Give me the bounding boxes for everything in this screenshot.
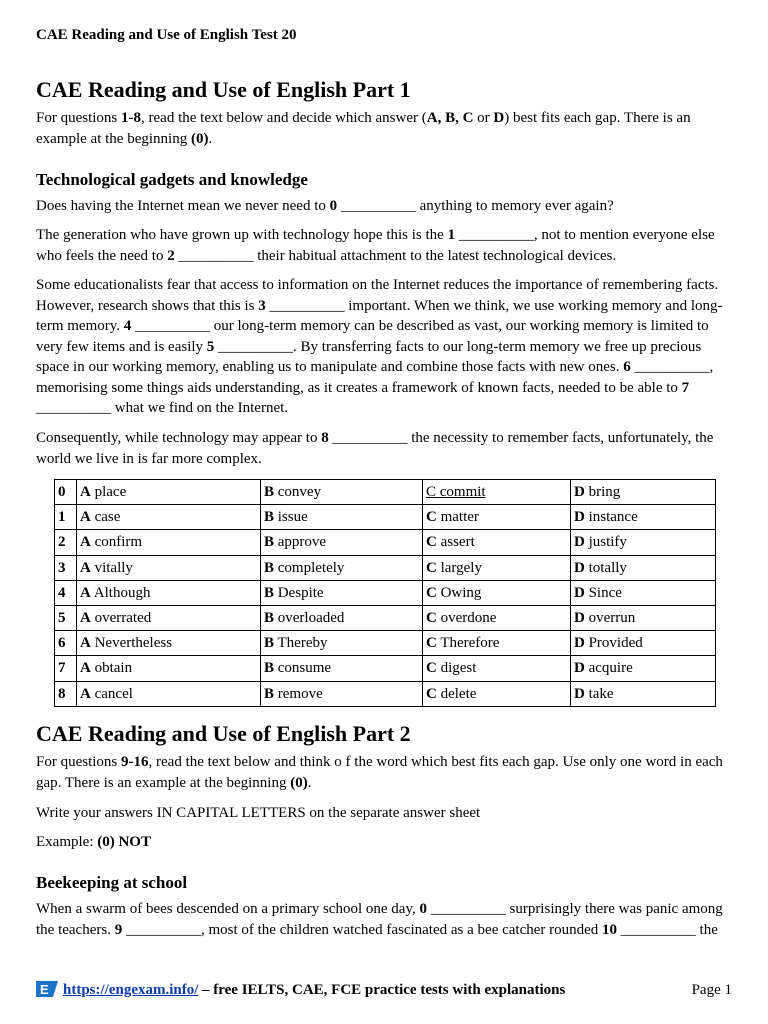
option-word: totally	[588, 559, 627, 576]
option-word: delete	[440, 685, 477, 702]
option-word: Nevertheless	[94, 635, 173, 652]
option-b	[261, 480, 423, 505]
option-b	[261, 555, 423, 580]
options-row	[55, 580, 716, 605]
option-b	[261, 656, 423, 681]
options-row	[55, 605, 716, 630]
option-letter: C	[426, 584, 437, 601]
options-row	[55, 530, 716, 555]
option-letter: D	[574, 660, 585, 677]
option-word: justify	[588, 534, 627, 551]
part1-paragraph-4: Consequently, while technology may appear to 8 __________ the necessity to remember facts, unfortunately, the world we live in is far more complex.	[36, 430, 714, 467]
option-a	[77, 605, 261, 630]
options-table	[54, 479, 716, 707]
option-word: Although	[93, 584, 151, 601]
options-row	[55, 480, 716, 505]
option-d	[571, 681, 716, 706]
option-letter: D	[574, 685, 585, 702]
option-b	[261, 631, 423, 656]
option-letter: D	[574, 584, 585, 601]
option-b	[261, 505, 423, 530]
option-d	[571, 555, 716, 580]
part1-text-title: Technological gadgets and knowledge	[36, 170, 308, 189]
option-letter: C	[426, 559, 437, 576]
option-word: consume	[277, 660, 332, 677]
option-letter: A	[80, 534, 91, 551]
svg-text:E: E	[40, 982, 49, 997]
option-letter: B	[264, 610, 275, 627]
part1-paragraph-2: The generation who have grown up with technology hope this is the 1 __________, not to mention everyone else who feels the need to 2 __________ their habitual attachment to the latest technological devices.	[36, 227, 715, 264]
option-letter: A	[80, 610, 91, 627]
option-word: place	[94, 484, 127, 501]
option-letter: A	[80, 635, 91, 652]
option-word: Thereby	[277, 635, 328, 652]
option-c	[423, 631, 571, 656]
option-a	[77, 656, 261, 681]
option-number: 3	[55, 555, 77, 580]
part2-title: CAE Reading and Use of English Part 2	[36, 721, 411, 746]
part2-paragraph-1: When a swarm of bees descended on a primary school one day, 0 __________ surprisingly there was panic among the teachers. 9 __________, most of the children watched fascinated as a bee catcher rounded 10 __________ the	[36, 901, 723, 938]
option-number: 7	[55, 656, 77, 681]
engexam-link[interactable]: https://engexam.info/	[63, 982, 199, 998]
option-letter: B	[264, 635, 275, 652]
option-c	[423, 555, 571, 580]
option-letter: A	[80, 660, 91, 677]
option-word: Owing	[440, 584, 482, 601]
option-letter: B	[264, 584, 275, 601]
option-c	[423, 605, 571, 630]
option-word: Provided	[588, 635, 643, 652]
option-d	[571, 530, 716, 555]
part1-instructions: For questions 1-8, read the text below and decide which answer (A, B, C or D) best fits each gap. There is an example at the beginning (0).	[36, 110, 691, 147]
option-d	[571, 656, 716, 681]
option-a	[77, 631, 261, 656]
options-row	[55, 631, 716, 656]
option-b	[261, 605, 423, 630]
option-letter: C	[426, 685, 437, 702]
option-word: acquire	[588, 660, 633, 677]
option-word: cancel	[94, 685, 133, 702]
doc-header: CAE Reading and Use of English Test 20	[36, 27, 297, 43]
option-letter: C	[426, 635, 437, 652]
option-a	[77, 530, 261, 555]
option-letter: A	[80, 584, 91, 601]
option-word: case	[94, 509, 121, 526]
option-word: overrated	[94, 610, 152, 627]
options-row	[55, 681, 716, 706]
option-letter: D	[574, 635, 585, 652]
part2-write-instruction: Write your answers IN CAPITAL LETTERS on the separate answer sheet	[36, 805, 481, 821]
option-d	[571, 580, 716, 605]
footer-tagline: – free IELTS, CAE, FCE practice tests with explanations	[202, 982, 566, 998]
option-letter: B	[264, 484, 275, 501]
option-word: assert	[440, 534, 475, 551]
footer	[36, 980, 732, 1000]
option-letter: D	[574, 484, 585, 501]
option-d	[571, 605, 716, 630]
option-letter: B	[264, 660, 275, 677]
options-row	[55, 555, 716, 580]
option-letter: C	[426, 610, 437, 627]
option-a	[77, 681, 261, 706]
page-number: Page 1	[691, 982, 732, 998]
option-letter: D	[574, 509, 585, 526]
option-a	[77, 580, 261, 605]
part1-paragraph-1: Does having the Internet mean we never need to 0 __________ anything to memory ever again?	[36, 198, 614, 214]
part1-title: CAE Reading and Use of English Part 1	[36, 77, 411, 102]
option-b	[261, 580, 423, 605]
option-word: overdone	[440, 610, 497, 627]
option-letter: C	[426, 660, 437, 677]
part1-paragraph-3: Some educationalists fear that access to information on the Internet reduces the importance of remembering facts. However, research shows that this is 3 __________ important. When we think, we use working memory and long-term memory. 4 __________ our long-term memory can be described as vast, our working memory is limited to very few items and is easily 5 __________. By transferring facts to our long-term memory we free up precious space in our working memory, enabling us to manipulate and combine those facts with new ones. 6 __________, memorising some things aids understanding, as it creates a framework of known facts, needed to be able to 7 __________ what we find on the Internet.	[36, 277, 723, 416]
options-row	[55, 656, 716, 681]
option-word: overloaded	[277, 610, 345, 627]
option-word: issue	[277, 509, 308, 526]
part2-text-title: Beekeeping at school	[36, 873, 188, 892]
option-number: 4	[55, 580, 77, 605]
option-a	[77, 505, 261, 530]
option-word: Therefore	[440, 635, 500, 652]
option-letter: B	[264, 534, 275, 551]
option-d	[571, 480, 716, 505]
option-letter: D	[574, 534, 585, 551]
option-c	[423, 480, 571, 505]
option-letter: D	[574, 610, 585, 627]
option-word: bring	[588, 484, 621, 501]
option-d	[571, 505, 716, 530]
option-d	[571, 631, 716, 656]
option-number: 1	[55, 505, 77, 530]
option-word: commit	[439, 484, 486, 501]
option-letter: A	[80, 484, 91, 501]
option-word: Since	[588, 584, 622, 601]
option-word: remove	[277, 685, 323, 702]
option-letter: B	[264, 509, 275, 526]
option-number: 2	[55, 530, 77, 555]
option-number: 8	[55, 681, 77, 706]
option-word: vitally	[94, 559, 133, 576]
option-word: digest	[440, 660, 477, 677]
option-word: convey	[277, 484, 322, 501]
option-letter: A	[80, 509, 91, 526]
option-a	[77, 555, 261, 580]
option-letter: C	[426, 484, 437, 501]
option-word: largely	[440, 559, 482, 576]
option-word: Despite	[277, 584, 324, 601]
part2-example: Example: (0) NOT	[36, 834, 151, 850]
option-letter: B	[264, 559, 275, 576]
option-c	[423, 530, 571, 555]
option-letter: A	[80, 559, 91, 576]
option-letter: B	[264, 685, 275, 702]
option-word: instance	[588, 509, 638, 526]
option-b	[261, 681, 423, 706]
engexam-logo-icon	[36, 981, 58, 997]
part2-instructions: For questions 9-16, read the text below and think o f the word which best fits each gap. Use only one word in each gap. There is an example at the beginning (0).	[36, 754, 723, 791]
option-c	[423, 656, 571, 681]
options-row	[55, 505, 716, 530]
option-a	[77, 480, 261, 505]
option-word: completely	[277, 559, 345, 576]
option-letter: C	[426, 509, 437, 526]
option-c	[423, 580, 571, 605]
option-word: take	[588, 685, 614, 702]
option-letter: C	[426, 534, 437, 551]
option-word: overrun	[588, 610, 636, 627]
option-word: approve	[277, 534, 327, 551]
option-letter: A	[80, 685, 91, 702]
option-letter: D	[574, 559, 585, 576]
option-c	[423, 681, 571, 706]
option-number: 5	[55, 605, 77, 630]
option-b	[261, 530, 423, 555]
option-word: confirm	[94, 534, 143, 551]
option-word: matter	[440, 509, 479, 526]
option-number: 0	[55, 480, 77, 505]
option-number: 6	[55, 631, 77, 656]
option-word: obtain	[94, 660, 133, 677]
option-c	[423, 505, 571, 530]
